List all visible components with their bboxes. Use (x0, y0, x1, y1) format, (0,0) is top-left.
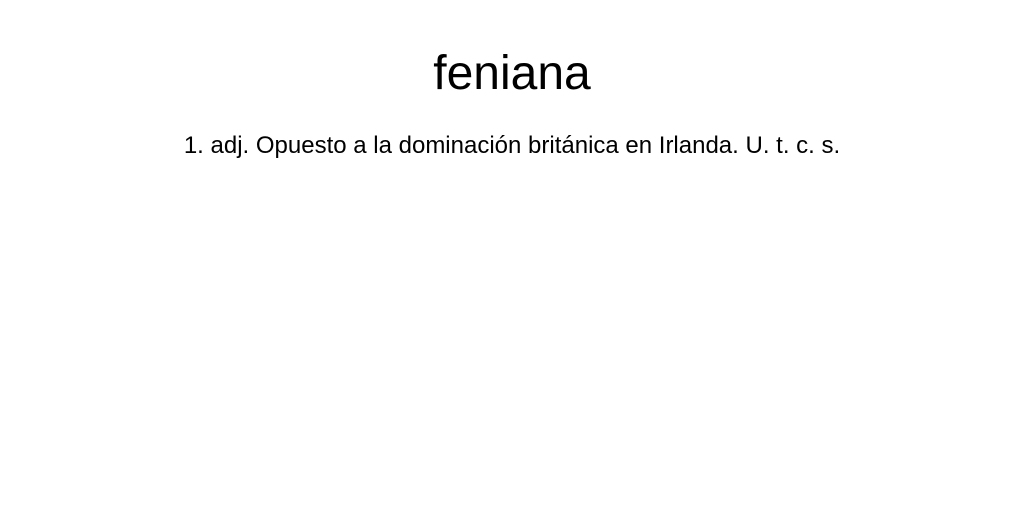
headword: feniana (433, 47, 591, 100)
definition: 1. adj. Opuesto a la dominación británica en Irlanda. U. t. c. s. (183, 132, 841, 159)
